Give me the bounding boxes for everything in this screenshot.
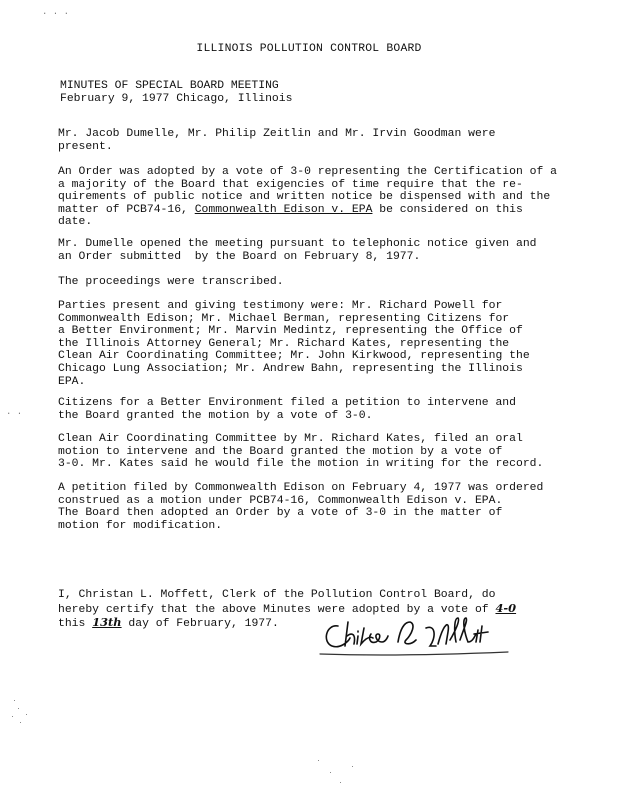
paragraph-cbe-petition xyxy=(58,397,588,422)
text-line xyxy=(58,204,588,217)
text-fragment: be considered on this xyxy=(372,203,523,216)
text-line: The Board then adopted an Order by a vote of 3-0 in the matter of xyxy=(58,507,503,520)
paragraph-attendance xyxy=(58,128,588,153)
text-line: A petition filed by Commonwealth Edison on February 4, 1977 was ordered xyxy=(58,482,544,494)
scan-mark: · · xyxy=(6,409,23,419)
text-line: present. xyxy=(58,140,113,153)
text-fragment: this xyxy=(58,618,93,631)
scan-speck xyxy=(352,766,353,767)
text-line: 3-0. Mr. Kates said he would file the motion in writing for the record. xyxy=(58,458,544,471)
paragraph-clean-air-motion xyxy=(58,433,588,471)
scan-speck xyxy=(340,782,341,783)
paragraph-parties xyxy=(58,300,588,388)
minutes-title: MINUTES OF SPECIAL BOARD MEETING xyxy=(60,80,279,92)
text-line: Chicago Lung Association; Mr. Andrew Bahn, representing the Illinois xyxy=(58,362,523,375)
text-line: Commonwealth Edison; Mr. Michael Berman, representing Citizens for xyxy=(58,312,510,325)
text-line: construed as a motion under PCB74-16, Commonwealth Edison v. EPA. xyxy=(58,494,503,507)
text-line: Citizens for a Better Environment filed a petition to intervene and xyxy=(58,397,516,409)
text-fragment: matter of PCB74-16, xyxy=(58,203,195,216)
paragraph-order xyxy=(58,166,588,229)
handwritten-vote: 4-0 xyxy=(495,600,517,615)
text-line: a majority of the Board that exigencies of time require that the re- xyxy=(58,178,523,191)
scan-speck xyxy=(318,760,319,761)
scan-speck xyxy=(330,772,331,773)
document-title: ILLINOIS POLLUTION CONTROL BOARD xyxy=(196,43,422,55)
scan-speck xyxy=(26,714,27,715)
text-line: I, Christan L. Moffett, Clerk of the Pollution Control Board, do xyxy=(58,589,496,601)
scan-speck xyxy=(14,700,15,701)
text-fragment: hereby certify that the above Minutes were adopted by a vote of xyxy=(58,603,496,616)
text-line: An Order was adopted by a vote of 3-0 representing the Certification of a xyxy=(58,166,557,178)
text-line: quirements of public notice and written notice be dispensed with and the xyxy=(58,191,551,204)
case-name: Commonwealth Edison v. EPA xyxy=(194,203,373,216)
text-line: motion to intervene and the Board granted the motion by a vote of xyxy=(58,445,503,458)
text-line: Mr. Dumelle opened the meeting pursuant to telephonic notice given and xyxy=(58,238,537,250)
text-line: EPA. xyxy=(58,375,86,388)
meeting-date: February 9, 1977 Chicago, Illinois xyxy=(60,92,293,105)
paragraph-edison-petition xyxy=(58,482,588,532)
text-line: the Illinois Attorney General; Mr. Richard Kates, representing the xyxy=(58,337,510,350)
text-line: a Better Environment; Mr. Marvin Medintz, representing the Office of xyxy=(58,325,523,338)
scan-speck xyxy=(18,708,19,709)
clerk-signature xyxy=(318,612,528,662)
minutes-heading xyxy=(60,80,292,105)
text-line: Mr. Jacob Dumelle, Mr. Philip Zeitlin and Mr. Irvin Goodman were xyxy=(58,128,496,140)
scan-speck xyxy=(20,722,21,723)
text-line: The proceedings were transcribed. xyxy=(58,276,284,288)
text-line: the Board granted the motion by a vote of 3-0. xyxy=(58,409,373,422)
paragraph-opening xyxy=(58,238,588,263)
text-line: Clean Air Coordinating Committee; Mr. John Kirkwood, representing the xyxy=(58,350,530,363)
text-line: Clean Air Coordinating Committee by Mr. Richard Kates, filed an oral xyxy=(58,433,523,445)
scan-mark: · · · xyxy=(42,9,70,19)
scan-speck xyxy=(12,716,13,717)
text-line: motion for modification. xyxy=(58,519,223,532)
text-line: Parties present and giving testimony were: Mr. Richard Powell for xyxy=(58,300,503,312)
text-fragment: day of February, 1977. xyxy=(121,618,279,631)
paragraph-transcribed xyxy=(58,276,588,289)
text-line: an Order submitted by the Board on February 8, 1977. xyxy=(58,250,421,263)
handwritten-day: 13th xyxy=(92,615,122,630)
text-line: date. xyxy=(58,216,93,229)
